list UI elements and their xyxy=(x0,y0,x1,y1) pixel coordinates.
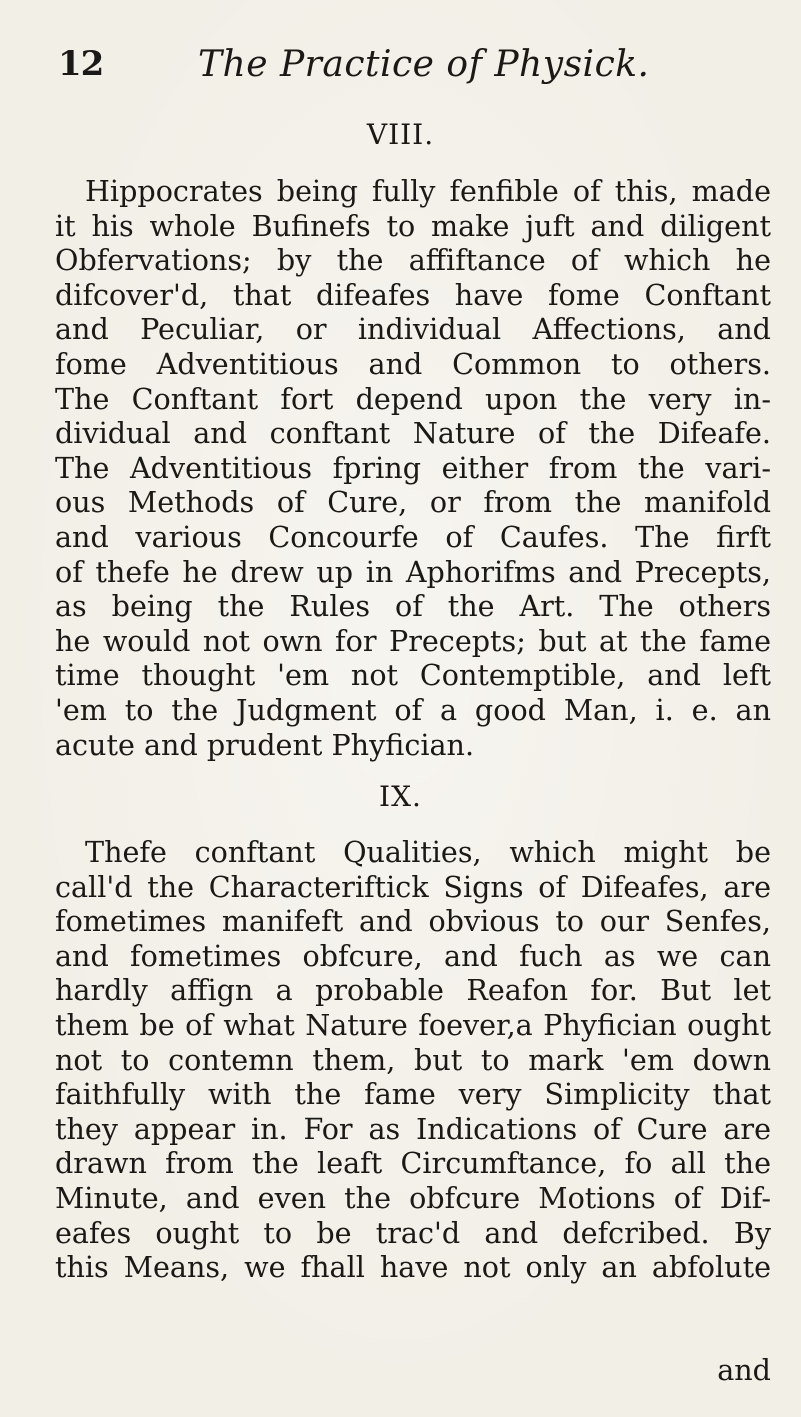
running-head xyxy=(58,44,758,92)
text-line: this Means, we fhall have not only an abfolute xyxy=(55,1250,771,1285)
text-line: faithfully with the fame very Simplicity that xyxy=(55,1077,771,1112)
text-line: 'em to the Judgment of a good Man, i. e. an xyxy=(55,692,771,727)
text-line: Minute, and even the obfcure Motions of Dif- xyxy=(55,1180,771,1215)
text-line: eafes ought to be trac'd and defcribed. By xyxy=(55,1215,771,1250)
text-line: as being the Rules of the Art. The others xyxy=(55,589,771,624)
text-line: and various Concourfe of Caufes. The firft xyxy=(55,519,771,554)
running-title: The Practice of Physick. xyxy=(198,44,650,85)
text-line: them be of what Nature foever,a Phyfician ought xyxy=(55,1007,771,1042)
text-line: fometimes manifeft and obvious to our Senfes, xyxy=(55,904,771,939)
text-line: of thefe he drew up in Aphorifms and Precepts, xyxy=(55,554,771,589)
paragraph-ix xyxy=(55,835,771,1285)
page-number: 12 xyxy=(58,44,104,84)
text-line: Hippocrates being fully fenfible of this, made xyxy=(85,174,771,208)
text-line: The Adventitious fpring either from the vari- xyxy=(55,450,771,485)
text-line: Thefe conftant Qualities, which might be xyxy=(85,835,771,869)
text-line: difcover'd, that difeafes have fome Conftant xyxy=(55,277,771,312)
text-line: they appear in. For as Indications of Cure are xyxy=(55,1111,771,1146)
text-line: drawn from the leaft Circumftance, fo all the xyxy=(55,1146,771,1181)
text-line: it his whole Bufinefs to make juft and diligent xyxy=(55,208,771,243)
section-number-ix: IX. xyxy=(379,780,422,813)
text-line: he would not own for Precepts; but at the fame xyxy=(55,623,771,658)
text-line: and Peculiar, or individual Affections, and xyxy=(55,312,771,347)
text-line: acute and prudent Phyfician. xyxy=(55,727,475,762)
section-number-viii: VIII. xyxy=(366,118,435,151)
text-line: The Conftant fort depend upon the very in- xyxy=(55,381,771,416)
text-line: fome Adventitious and Common to others. xyxy=(55,346,771,381)
text-line: dividual and conftant Nature of the Difeafe. xyxy=(55,416,771,451)
catchword: and xyxy=(717,1353,771,1387)
text-line: call'd the Characteriftick Signs of Difeafes, are xyxy=(55,869,771,904)
paragraph-viii xyxy=(55,174,771,762)
text-line: Obfervations; by the affiftance of which he xyxy=(55,243,771,278)
text-line: ous Methods of Cure, or from the manifold xyxy=(55,485,771,520)
text-line: hardly affign a probable Reafon for. But let xyxy=(55,973,771,1008)
text-line: time thought 'em not Contemptible, and left xyxy=(55,658,771,693)
text-line: not to contemn them, but to mark 'em down xyxy=(55,1042,771,1077)
text-line: and fometimes obfcure, and fuch as we can xyxy=(55,938,771,973)
